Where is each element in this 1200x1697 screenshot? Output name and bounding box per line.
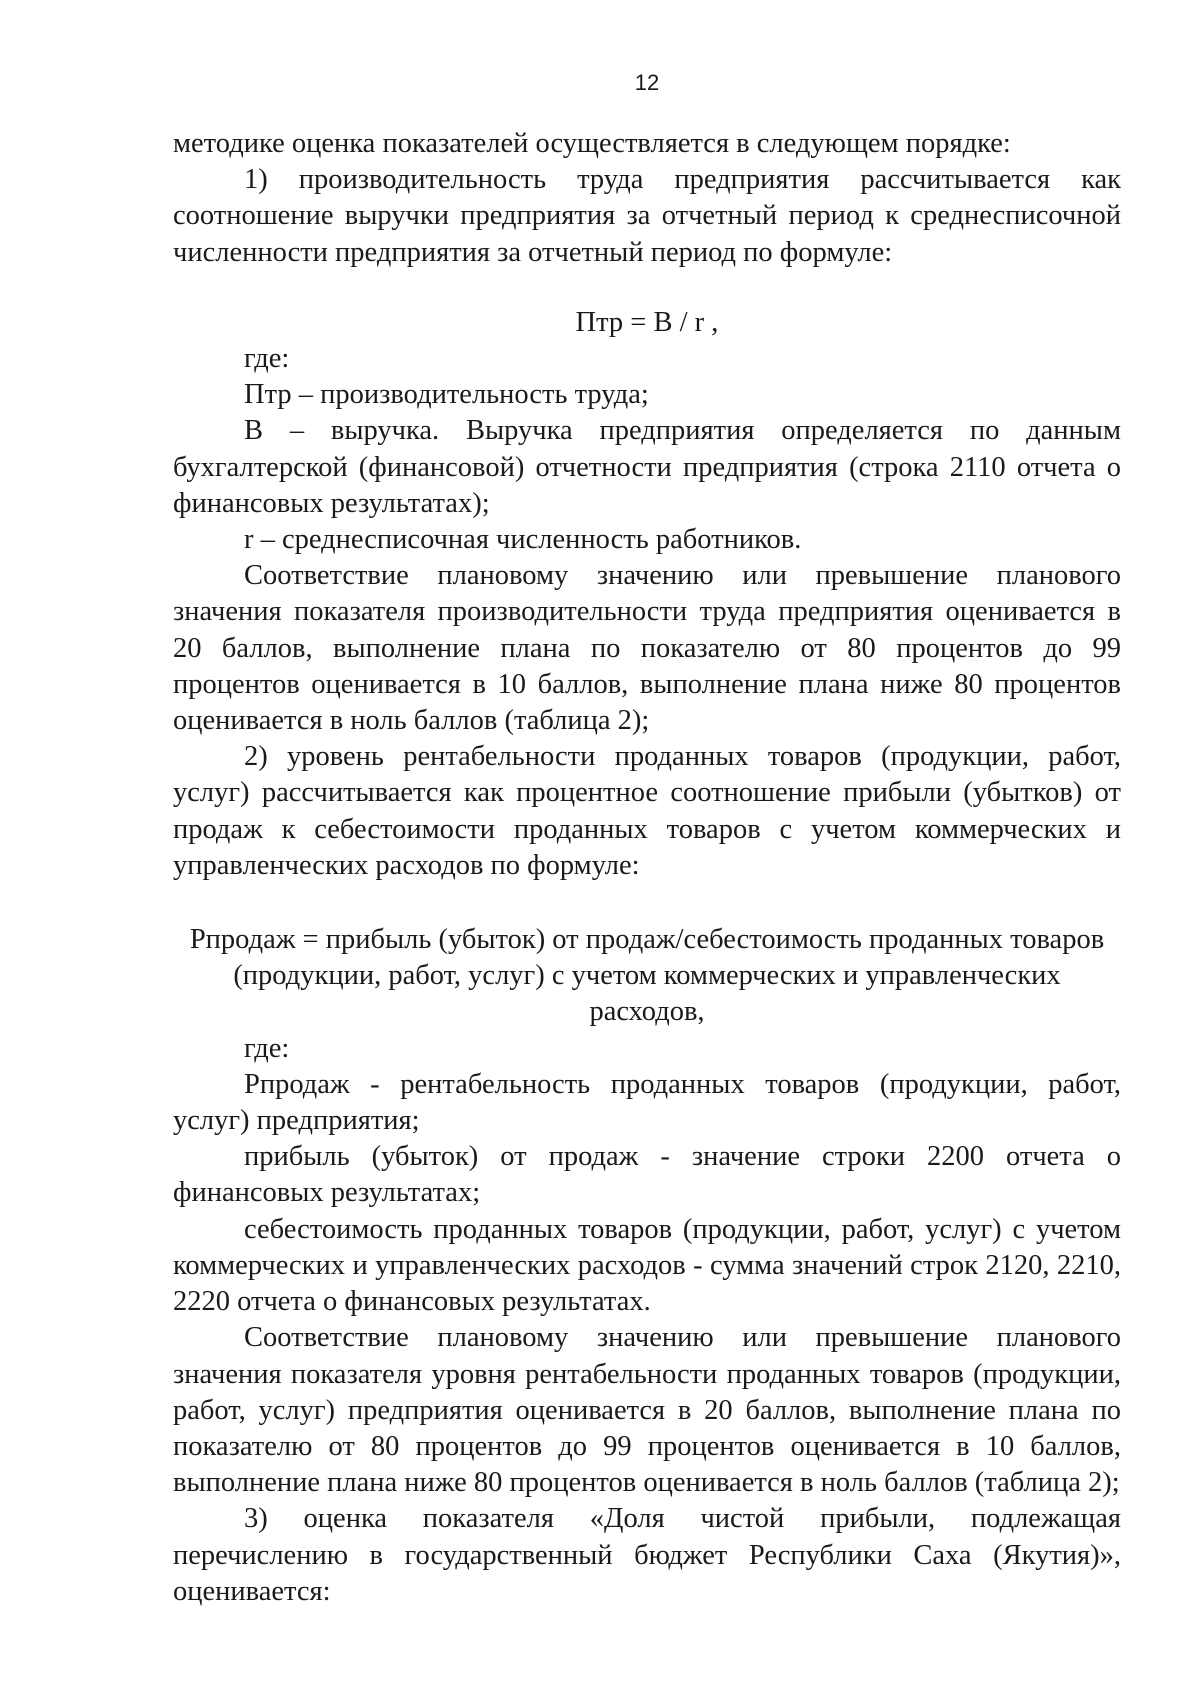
paragraph-continuation: методике оценка показателей осуществляется в следующем порядке: [173,128,1011,159]
paragraph-definition-revenue: В – выручка. Выручка предприятия определяется по данным бухгалтерской (финансовой) отчетности предприятия (строка 2110 отчета о финансовых результатах); [173,415,1121,519]
paragraph-scoring-profitability: Соответствие плановому значению или превышение планового значения показателя уровня рентабельности проданных товаров (продукции, работ, услуг) предприятия оценивается в 20 баллов, выполнение плана по показателю от 80 процентов до 99 процентов оценивается в 10 баллов, выполнение плана ниже 80 процентов оценивается в ноль баллов (таблица 2); [173,1322,1121,1499]
paragraph-definition-cost: себестоимость проданных товаров (продукции, работ, услуг) с учетом коммерческих и управленческих расходов - сумма значений строк 2120, 2210, 2220 отчета о финансовых результатах. [173,1213,1121,1318]
paragraph-item-3: 3) оценка показателя «Доля чистой прибыли, подлежащая перечислению в государственный бюджет Республики Саха (Якутия)», оценивается: [173,1503,1121,1607]
paragraph-scoring-productivity: Соответствие плановому значению или превышение планового значения показателя производительности труда предприятия оценивается в 20 баллов, выполнение плана по показателю от 80 процентов до 99 процентов оценивается в 10 баллов, выполнение плана ниже 80 процентов оценивается в ноль баллов (таблица 2); [173,560,1121,737]
paragraph-definition-rprodazh: Рпродаж - рентабельность проданных товаров (продукции, работ, услуг) предприятия; [173,1068,1121,1137]
formula-labor-productivity: Птр = В / r , [575,306,719,338]
page-number: 12 [634,70,660,95]
paragraph-where-1: где: [244,343,290,375]
paragraph-definition-r: r – среднесписочная численность работников. [244,524,802,556]
paragraph-item-1: 1) производительность труда предприятия рассчитывается как соотношение выручки предприятия за отчетный период к среднесписочной численности предприятия за отчетный период по формуле: [173,164,1121,268]
document-body [173,126,1121,1610]
paragraph-item-2: 2) уровень рентабельности проданных товаров (продукции, работ, услуг) рассчитывается как процентное соотношение прибыли (убытков) от продаж к себестоимости проданных товаров с учетом коммерческих и управленческих расходов по формуле: [173,741,1121,881]
formula-profitability: Рпродаж = прибыль (убыток) от продаж/себестоимость проданных товаров (продукции, работ, услуг) с учетом коммерческих и управленческих расходов, [189,924,1105,1028]
paragraph-where-2: где: [244,1032,290,1064]
paragraph-definition-ptr: Птр – производительность труда; [244,379,649,411]
paragraph-definition-profit: прибыль (убыток) от продаж - значение строки 2200 отчета о финансовых результатах; [173,1141,1121,1209]
